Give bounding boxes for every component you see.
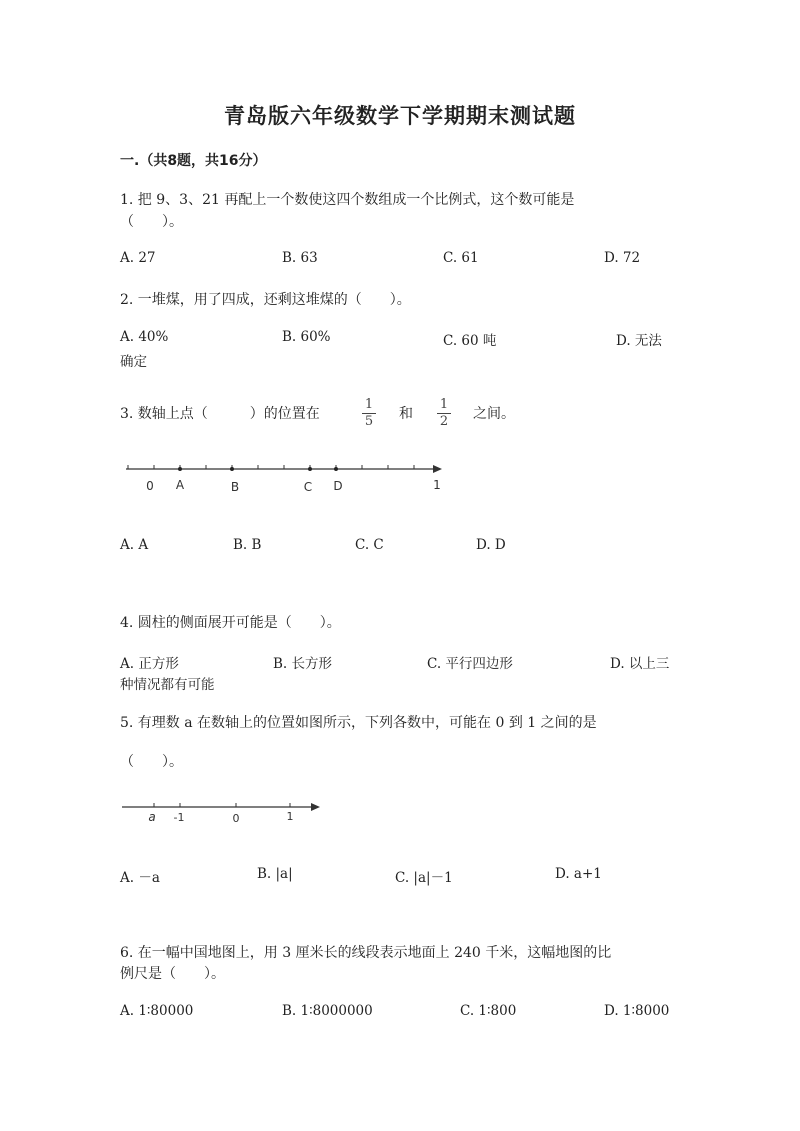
axis-label-neg1: -1 xyxy=(173,811,185,824)
q6-option-a[interactable]: A. 1∶80000 xyxy=(120,1003,194,1019)
q5-option-d[interactable]: D. a+1 xyxy=(555,866,602,882)
point-d-dot xyxy=(334,467,338,471)
q3-option-b[interactable]: B. B xyxy=(233,537,262,553)
q3-option-a[interactable]: A. A xyxy=(120,537,149,553)
point-c-dot xyxy=(308,467,312,471)
q3-text-and: 和 xyxy=(399,406,413,422)
fraction-one-fifth xyxy=(362,397,376,430)
q5-text-line1: 5. 有理数 a 在数轴上的位置如图所示，下列各数中，可能在 0 到 1 之间的是 xyxy=(120,715,597,731)
q3-number-line xyxy=(120,455,460,500)
axis-label-a: a xyxy=(148,810,156,824)
arrow-head-icon xyxy=(311,803,320,811)
fraction-denominator: 5 xyxy=(364,414,374,429)
q5-option-c[interactable]: C. |a|－1 xyxy=(395,870,453,886)
q6-text-line1: 6. 在一幅中国地图上，用 3 厘米长的线段表示地面上 240 千米，这幅地图的比 xyxy=(120,945,612,961)
axis-label-a: A xyxy=(175,478,185,492)
q1-text-line2: （ ）。 xyxy=(120,214,183,230)
q4-option-b[interactable]: B. 长方形 xyxy=(273,656,333,672)
axis-label-d: D xyxy=(333,479,343,493)
q1-option-a[interactable]: A. 27 xyxy=(120,250,156,266)
q3-text-prefix: 3. 数轴上点（ ）的位置在 xyxy=(120,406,320,422)
q5-number-line xyxy=(120,795,330,830)
q2-option-d-wrap: 确定 xyxy=(120,354,147,370)
axis-label-zero: 0 xyxy=(232,812,240,825)
arrow-head-icon xyxy=(433,465,442,473)
q6-option-c[interactable]: C. 1∶800 xyxy=(460,1003,517,1019)
q2-option-b[interactable]: B. 60% xyxy=(282,329,331,345)
q1-text-line1: 1. 把 9、3、21 再配上一个数使这四个数组成一个比例式，这个数可能是 xyxy=(120,192,575,208)
q4-option-a[interactable]: A. 正方形 xyxy=(120,656,179,672)
q6-text-line2: 例尺是（ ）。 xyxy=(120,966,225,982)
q5-text-line2: （ ）。 xyxy=(120,754,183,770)
q4-option-d[interactable]: D. 以上三 xyxy=(610,656,670,672)
axis-label-c: C xyxy=(303,480,313,494)
q5-option-b[interactable]: B. |a| xyxy=(257,866,293,882)
axis-label-b: B xyxy=(230,480,240,494)
axis-label-one: 1 xyxy=(286,810,294,823)
axis-label-one: 1 xyxy=(433,478,441,492)
q2-option-a[interactable]: A. 40% xyxy=(120,329,169,345)
fraction-numerator: 1 xyxy=(362,397,376,414)
q3-option-d[interactable]: D. D xyxy=(476,537,506,553)
fraction-one-half xyxy=(437,397,451,430)
q1-option-d[interactable]: D. 72 xyxy=(604,250,641,266)
q4-option-c[interactable]: C. 平行四边形 xyxy=(427,656,513,672)
q4-text: 4. 圆柱的侧面展开可能是（ ）。 xyxy=(120,615,341,631)
section-heading: 一.（共8题，共16分） xyxy=(120,153,267,169)
q1-option-b[interactable]: B. 63 xyxy=(282,250,318,266)
fraction-denominator: 2 xyxy=(439,414,449,429)
page-title: 青岛版六年级数学下学期期末测试题 xyxy=(224,104,576,128)
axis-label-zero: 0 xyxy=(146,479,154,493)
point-a-dot xyxy=(178,467,182,471)
fraction-numerator: 1 xyxy=(437,397,451,414)
q3-option-c[interactable]: C. C xyxy=(355,537,384,553)
q6-option-b[interactable]: B. 1∶8000000 xyxy=(282,1003,373,1019)
q6-option-d[interactable]: D. 1∶8000 xyxy=(604,1003,670,1019)
q2-option-d[interactable]: D. 无法 xyxy=(616,333,662,349)
q2-option-c[interactable]: C. 60 吨 xyxy=(443,333,497,349)
q4-option-d-wrap: 种情况都有可能 xyxy=(120,677,215,693)
q1-option-c[interactable]: C. 61 xyxy=(443,250,479,266)
q2-text: 2. 一堆煤，用了四成，还剩这堆煤的（ ）。 xyxy=(120,292,411,308)
point-b-dot xyxy=(230,467,234,471)
q3-text-suffix: 之间。 xyxy=(473,406,515,422)
q5-option-a[interactable]: A. －a xyxy=(120,870,160,886)
